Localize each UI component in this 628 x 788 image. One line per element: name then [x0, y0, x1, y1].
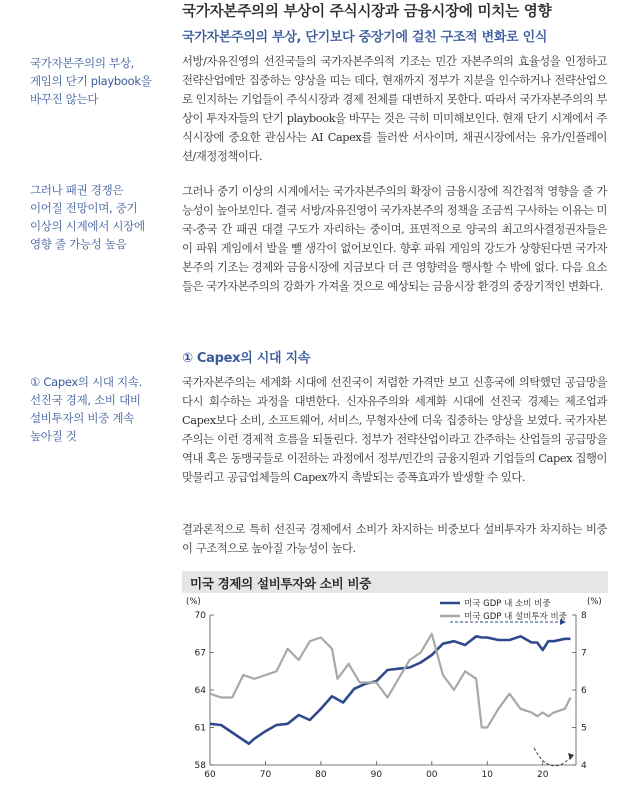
chart-container	[182, 571, 608, 788]
x-tick-label: 80	[315, 770, 327, 780]
x-tick-label: 10	[481, 770, 493, 780]
y-left-tick-label: 64	[194, 686, 206, 696]
sidebar-note-line: 게임의 단기 playbook을	[30, 74, 152, 88]
y-right-tick-label: 8	[581, 611, 587, 621]
chart-title: 미국 경제의 설비투자와 소비 비중	[190, 576, 372, 591]
sidebar-note-line: 바꾸진 않는다	[30, 92, 99, 106]
series-line-capex	[210, 634, 571, 728]
page-title: 국가자본주의의 부상이 주식시장과 금융시장에 미치는 영향	[182, 4, 552, 20]
y-left-tick-label: 58	[194, 761, 206, 771]
y-left-tick-label: 67	[194, 648, 206, 659]
x-tick-label: 70	[259, 770, 272, 780]
y-left-unit: (%)	[186, 597, 201, 607]
body-paragraph: 국가자본주의는 세계화 시대에 선진국이 저렴한 가격만 보고 신흥국에 의탁했던 공급망을 다시 회수하는 과정을 대변한다. 신자유주의와 세계화 시대에 선진국 경제는 제조업과 Capex보다 소비, 소프트웨어, 서비스, 무형자산에 더욱 집중하는 양상을 보였다. 국가자본주의는 이런 경제적 흐름을 되돌린다. 정부가 전략산업이라고 간주하는 산업들의 공급망을 역내 혹은 동맹국들로 이전하는 과정에서 정부/민간의 금융지원과 기업들의 Capex 집행이 맞물리고 공급업체들의 Capex까지 촉발되는 증폭효과가 발생할 수 있다.	[182, 376, 607, 484]
x-tick-label: 60	[204, 770, 216, 780]
y-right-tick-label: 4	[581, 761, 587, 771]
y-right-unit: (%)	[587, 597, 602, 607]
x-tick-label: 20	[537, 770, 549, 780]
sidebar-note-line: 높아질 것	[30, 429, 77, 443]
body-paragraph: 서방/자유진영의 선진국들의 국가자본주의적 기조는 민간 자본주의의 효율성을 인정하고 전략산업에만 집중하는 양상을 띠는 데다, 현재까지 정부가 지분을 인수하거나 전략산업으로 인지하는 기업들이 주식시장과 경제 전체를 대변하지 못한다. 따라서 국가자본주의의 부상이 투자자들의 단기 playbook을 바꾸는 것은 극히 미미해보인다. 현재 단기 시계에서 주식시장에 중요한 관심사는 AI Capex를 둘러싼 서사이며, 채권시장에서는 유가/인플레이션/재정정책이다.	[182, 55, 607, 163]
sidebar-note-line: 선진국 경제, 소비 대비	[30, 393, 141, 407]
series-line-consumption	[210, 636, 571, 743]
sidebar-note-line: 국가자본주의의 부상,	[30, 56, 134, 70]
x-tick-label: 00	[426, 770, 438, 780]
x-tick-label: 90	[370, 770, 383, 780]
legend-label-capex: 미국 GDP 내 설비투자 비중	[464, 612, 567, 622]
chart-title-bar	[182, 571, 608, 593]
sidebar-note-line: 이어질 전망이며, 중기	[30, 201, 138, 215]
sidebar-note-line: 이상의 시계에서 시장에	[30, 219, 145, 233]
body-paragraph: 그러나 중기 이상의 시계에서는 국가자본주의의 확장이 금융시장에 직간접적 영향을 줄 가능성이 높아보인다. 결국 서방/자유진영이 국가자본주의 정책을 조금씩 구사하는 이유는 미국-중국 간 패권 대결 구도가 자리하는 중이며, 표면적으로 양국의 최고의사결정권자들은 이 파워 게임에서 발을 뺄 생각이 없어보인다. 향후 파워 게임의 강도가 상향된다면 국가자본주의 기조는 경제와 금융시장에 지금보다 더 큰 영향력을 행사할 수 밖에 없다. 다음 요소들은 국가자본주의의 강화가 가져올 것으로 예상되는 금융시장 환경의 중장기적인 변화다.	[182, 185, 607, 293]
y-right-tick-label: 5	[581, 723, 587, 734]
section-heading: ① Capex의 시대 지속	[182, 351, 310, 366]
sidebar-note-2	[30, 181, 170, 253]
y-left-tick-label: 61	[194, 723, 206, 734]
legend-label-consumption: 미국 GDP 내 소비 비중	[464, 599, 551, 609]
trend-arrow-bottom	[534, 748, 570, 766]
sidebar-note-3	[30, 373, 170, 445]
line-chart	[182, 593, 608, 788]
y-right-tick-label: 7	[581, 648, 587, 659]
y-right-tick-label: 6	[581, 686, 587, 696]
sidebar-note-line: 설비투자의 비중 계속	[30, 411, 134, 425]
sidebar-note-line: 영향 줄 가능성 높음	[30, 237, 127, 251]
body-paragraph: 결과론적으로 특히 선진국 경제에서 소비가 차지하는 비중보다 설비투자가 차지하는 비중이 구조적으로 높아질 가능성이 높다.	[182, 523, 607, 555]
section-subtitle: 국가자본주의의 부상, 단기보다 중장기에 걸친 구조적 변화로 인식	[182, 30, 548, 45]
sidebar-note-1	[30, 54, 170, 108]
sidebar-note-line: ① Capex의 시대 지속.	[30, 375, 143, 389]
sidebar-note-line: 그러나 패권 경쟁은	[30, 183, 124, 197]
y-left-tick-label: 70	[194, 611, 206, 621]
